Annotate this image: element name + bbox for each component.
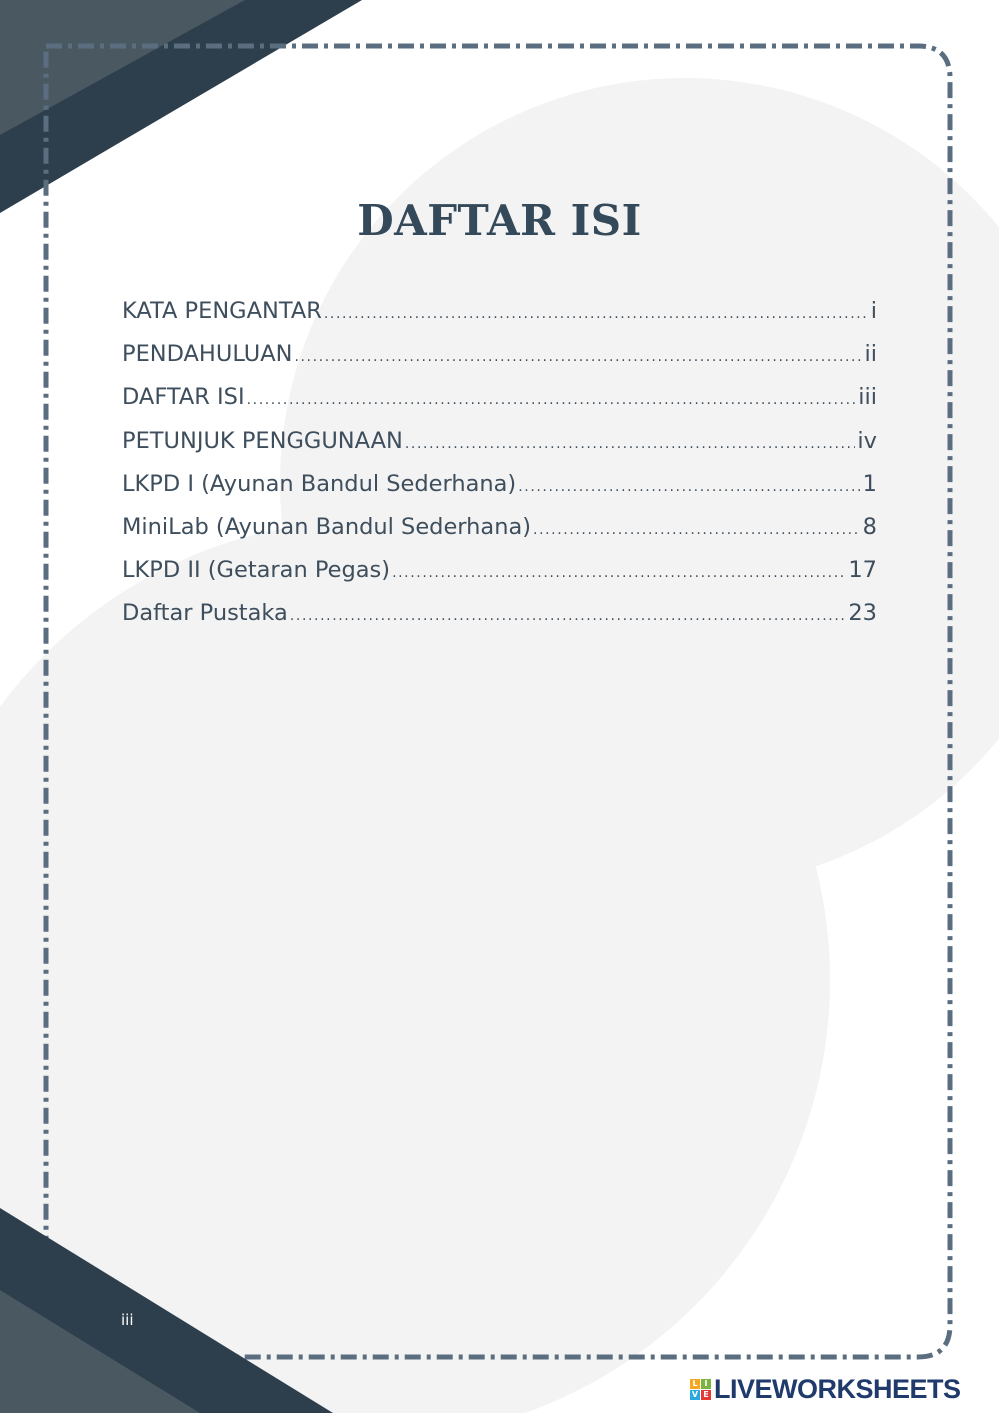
logo-letter-tile: L — [690, 1379, 700, 1389]
toc-entry[interactable] — [122, 333, 877, 376]
toc-leader-dots — [247, 379, 857, 422]
toc-leader-dots — [294, 336, 862, 379]
logo-letter-tile: I — [701, 1379, 711, 1389]
toc-entry[interactable] — [122, 506, 877, 549]
toc-entry[interactable] — [122, 463, 877, 506]
table-of-contents — [122, 290, 877, 636]
toc-entry[interactable] — [122, 290, 877, 333]
toc-leader-dots — [518, 466, 860, 509]
toc-entry-label: DAFTAR ISI — [122, 384, 245, 411]
toc-leader-dots — [405, 423, 856, 466]
toc-leader-dots — [533, 509, 861, 552]
toc-entry-page: 17 — [848, 557, 877, 584]
toc-entry-label: LKPD I (Ayunan Bandul Sederhana) — [122, 470, 517, 497]
liveworksheets-logo-icon — [690, 1379, 711, 1400]
brand-name: LIVEWORKSHEETS — [714, 1373, 961, 1404]
liveworksheets-brand[interactable] — [690, 1374, 961, 1404]
toc-leader-dots — [324, 293, 869, 336]
logo-letter-tile: V — [691, 1389, 699, 1399]
toc-entry-label: PETUNJUK PENGGUNAAN — [122, 427, 403, 454]
toc-entry-page: 8 — [862, 513, 877, 540]
toc-entry-page: iii — [858, 384, 877, 411]
toc-entry[interactable] — [122, 592, 877, 635]
toc-entry-label: LKPD II (Getaran Pegas) — [122, 557, 391, 584]
toc-entry-label: Daftar Pustaka — [122, 600, 288, 627]
toc-entry-label: MiniLab (Ayunan Bandul Sederhana) — [122, 513, 532, 540]
logo-letter-tile: E — [701, 1390, 711, 1400]
toc-entry-label: PENDAHULUAN — [122, 341, 293, 368]
toc-entry-page: 1 — [862, 470, 877, 497]
toc-entry-page: iv — [857, 427, 877, 454]
toc-entry[interactable] — [122, 376, 877, 419]
page-title: DAFTAR ISI — [357, 196, 642, 245]
toc-entry[interactable] — [122, 420, 877, 463]
toc-leader-dots — [392, 552, 846, 595]
page-number: iii — [121, 1311, 134, 1329]
toc-entry-page: ii — [864, 341, 877, 368]
toc-entry[interactable] — [122, 549, 877, 592]
toc-entry-page: i — [870, 298, 877, 324]
toc-leader-dots — [290, 595, 847, 638]
toc-entry-label: KATA PENGANTAR — [122, 298, 322, 324]
toc-entry-page: 23 — [848, 600, 877, 627]
